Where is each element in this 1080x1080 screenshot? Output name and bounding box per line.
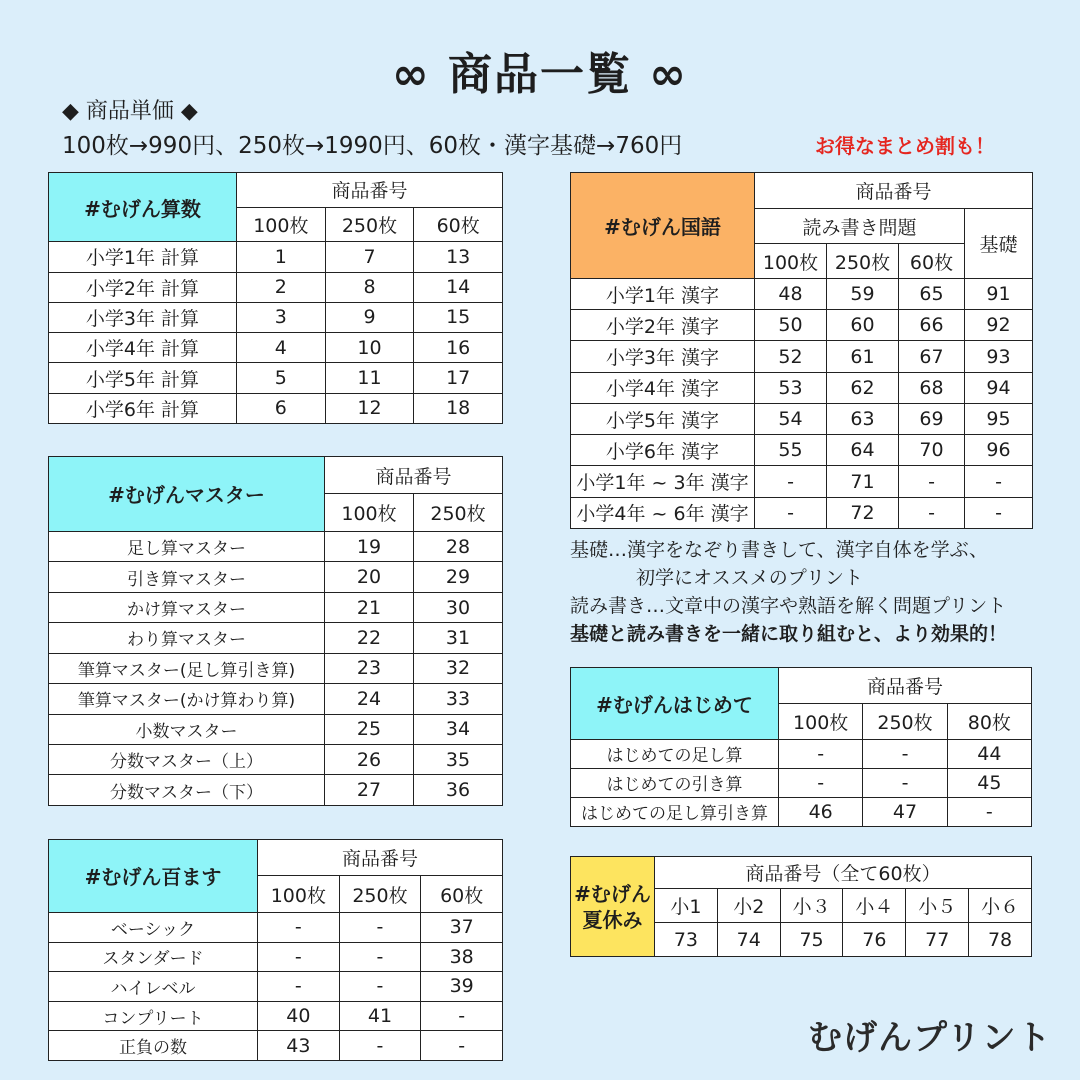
table-row: [49, 242, 503, 272]
table-cell: 67: [899, 341, 965, 372]
page-title: ∞ 商品一覧 ∞: [392, 49, 688, 100]
note-line: 読み書き…文章中の漢字や熟語を解く問題プリント: [570, 595, 1007, 617]
table-cell: 9: [325, 302, 414, 332]
table-cell: 11: [325, 363, 414, 393]
row-label: わり算マスター: [49, 623, 325, 653]
row-label: 小学3年 漢字: [571, 341, 755, 372]
table-cell: 60: [827, 310, 899, 341]
row-label: 小学5年 計算: [49, 363, 237, 393]
row-label: 小学6年 計算: [49, 393, 237, 423]
master-body: [49, 531, 503, 805]
table-cell: 50: [755, 310, 827, 341]
hajimete-group-header: 商品番号: [779, 668, 1032, 704]
table-row: [49, 393, 503, 423]
table-row: [571, 739, 1032, 768]
row-label: コンプリート: [49, 1001, 258, 1031]
table-cell: -: [421, 1001, 503, 1031]
table-cell: 29: [414, 562, 503, 592]
table-cell: 13: [414, 242, 503, 272]
note-line: 初学にオススメのプリント: [636, 567, 864, 589]
table-cell: 15: [414, 302, 503, 332]
table-cell: 12: [325, 393, 414, 423]
math-table-title: #むげん算数: [49, 173, 237, 242]
table-cell: 69: [899, 403, 965, 434]
table-cell: -: [339, 942, 421, 972]
table-cell: 8: [325, 272, 414, 302]
table-cell: 18: [414, 393, 503, 423]
note-emphasis: 基礎と読み書きを一緒に取り組むと、より効果的！: [570, 623, 1008, 645]
table-cell: 43: [258, 1031, 340, 1061]
table-cell: -: [339, 972, 421, 1002]
table-cell: -: [339, 912, 421, 942]
table-cell: 59: [827, 279, 899, 310]
row-label: 小学2年 計算: [49, 272, 237, 302]
table-row: [571, 341, 1033, 372]
table-cell: 44: [947, 739, 1031, 768]
row-label: 小学4年 計算: [49, 333, 237, 363]
table-cell: 26: [325, 745, 414, 775]
kokugo-subgroup-header: 読み書き問題: [755, 208, 965, 244]
column-header: 小1: [655, 889, 718, 923]
table-row: [49, 592, 503, 622]
table-row: [49, 531, 503, 561]
table-cell: 10: [325, 333, 414, 363]
row-label: ベーシック: [49, 912, 258, 942]
table-cell: -: [965, 497, 1033, 528]
math-group-header: 商品番号: [237, 173, 503, 208]
table-cell: 28: [414, 531, 503, 561]
table-cell: 17: [414, 363, 503, 393]
row-label: 引き算マスター: [49, 562, 325, 592]
table-cell: 31: [414, 623, 503, 653]
table-cell: 16: [414, 333, 503, 363]
table-cell: 55: [755, 435, 827, 466]
column-header: 250枚: [827, 244, 899, 279]
table-row: [49, 363, 503, 393]
kokugo-table: [570, 172, 1033, 529]
column-header: 100枚: [237, 207, 326, 242]
table-cell: 14: [414, 272, 503, 302]
table-cell: 36: [414, 775, 503, 806]
table-row: [49, 972, 503, 1002]
row-label: はじめての足し算引き算: [571, 797, 779, 826]
master-table: [48, 456, 503, 806]
table-row: [49, 912, 503, 942]
kokugo-notes: [570, 536, 1007, 648]
table-cell: -: [899, 466, 965, 497]
column-header: 小５: [906, 889, 969, 923]
hyakumasu-body: [49, 912, 503, 1060]
table-cell: 46: [779, 797, 863, 826]
table-cell: 66: [899, 310, 965, 341]
table-cell: 7: [325, 242, 414, 272]
brand-logo: むげんプリント: [808, 1018, 1052, 1058]
column-header: 250枚: [325, 207, 414, 242]
table-cell: -: [339, 1031, 421, 1061]
table-cell: 32: [414, 653, 503, 683]
table-cell: 27: [325, 775, 414, 806]
table-cell: 45: [947, 768, 1031, 797]
table-cell: 92: [965, 310, 1033, 341]
table-cell: 41: [339, 1001, 421, 1031]
row-label: 足し算マスター: [49, 531, 325, 561]
table-cell: 73: [655, 923, 718, 957]
row-label: 小学1年 ~ 3年 漢字: [571, 466, 755, 497]
table-cell: -: [947, 797, 1031, 826]
table-cell: -: [779, 739, 863, 768]
table-cell: 91: [965, 279, 1033, 310]
table-row: [571, 435, 1033, 466]
row-label: はじめての足し算: [571, 739, 779, 768]
row-label: 小学1年 計算: [49, 242, 237, 272]
table-cell: 72: [827, 497, 899, 528]
table-cell: 71: [827, 466, 899, 497]
table-cell: 6: [237, 393, 326, 423]
table-row: [571, 497, 1033, 528]
table-cell: -: [258, 912, 340, 942]
column-header: 250枚: [414, 494, 503, 531]
table-cell: 30: [414, 592, 503, 622]
row-label: 正負の数: [49, 1031, 258, 1061]
table-cell: 64: [827, 435, 899, 466]
column-header: 60枚: [414, 207, 503, 242]
hyakumasu-group-header: 商品番号: [258, 840, 503, 876]
math-table: [48, 172, 503, 424]
table-cell: 94: [965, 372, 1033, 403]
table-row: [571, 372, 1033, 403]
row-label: 筆算マスター(足し算引き算): [49, 653, 325, 683]
table-cell: 38: [421, 942, 503, 972]
table-cell: 75: [780, 923, 843, 957]
row-label: 小学2年 漢字: [571, 310, 755, 341]
column-header: 250枚: [339, 876, 421, 912]
table-cell: 70: [899, 435, 965, 466]
column-header: 80枚: [947, 703, 1031, 739]
table-cell: 62: [827, 372, 899, 403]
table-cell: 33: [414, 684, 503, 714]
table-cell: 21: [325, 592, 414, 622]
price-heading: ◆ 商品単価 ◆: [62, 99, 198, 124]
table-cell: 54: [755, 403, 827, 434]
row-label: 小学3年 計算: [49, 302, 237, 332]
table-cell: 74: [717, 923, 780, 957]
table-cell: 65: [899, 279, 965, 310]
promo-text: お得なまとめ割も！: [815, 134, 995, 158]
table-cell: 52: [755, 341, 827, 372]
table-row: [49, 272, 503, 302]
summer-group-header: 商品番号（全て60枚）: [655, 857, 1032, 889]
summer-table: [570, 856, 1032, 957]
table-cell: 23: [325, 653, 414, 683]
master-table-title: #むげんマスター: [49, 457, 325, 532]
table-cell: 48: [755, 279, 827, 310]
column-header: 60枚: [421, 876, 503, 912]
hyakumasu-table: [48, 839, 503, 1061]
table-row: [571, 466, 1033, 497]
table-cell: -: [258, 942, 340, 972]
table-cell: 77: [906, 923, 969, 957]
table-cell: 63: [827, 403, 899, 434]
row-label: かけ算マスター: [49, 592, 325, 622]
hyakumasu-table-title: #むげん百ます: [49, 840, 258, 913]
table-row: [49, 653, 503, 683]
table-row: [49, 1031, 503, 1061]
hajimete-table-title: #むげんはじめて: [571, 668, 779, 740]
table-cell: -: [863, 768, 947, 797]
row-label: 小学5年 漢字: [571, 403, 755, 434]
table-cell: -: [755, 466, 827, 497]
kokugo-body: [571, 279, 1033, 529]
table-cell: 4: [237, 333, 326, 363]
table-cell: -: [755, 497, 827, 528]
table-cell: 39: [421, 972, 503, 1002]
row-label: スタンダード: [49, 942, 258, 972]
table-cell: 22: [325, 623, 414, 653]
table-row: [49, 562, 503, 592]
table-row: [571, 768, 1032, 797]
hajimete-table: [570, 667, 1032, 827]
table-cell: 34: [414, 714, 503, 744]
table-row: [49, 623, 503, 653]
table-row: [571, 403, 1033, 434]
table-cell: 19: [325, 531, 414, 561]
table-row: [49, 684, 503, 714]
column-header: 100枚: [325, 494, 414, 531]
column-header: 250枚: [863, 703, 947, 739]
table-cell: -: [899, 497, 965, 528]
kokugo-group-header: 商品番号: [755, 173, 1033, 209]
master-group-header: 商品番号: [325, 457, 503, 494]
table-row: [49, 333, 503, 363]
column-header: 100枚: [258, 876, 340, 912]
table-cell: -: [258, 972, 340, 1002]
table-cell: 2: [237, 272, 326, 302]
table-cell: 96: [965, 435, 1033, 466]
column-header: 小４: [843, 889, 906, 923]
table-cell: 3: [237, 302, 326, 332]
row-label: 小学1年 漢字: [571, 279, 755, 310]
table-cell: -: [863, 739, 947, 768]
table-cell: 68: [899, 372, 965, 403]
row-label: 分数マスター（上）: [49, 745, 325, 775]
table-cell: 20: [325, 562, 414, 592]
table-cell: 78: [969, 923, 1032, 957]
table-cell: 25: [325, 714, 414, 744]
summer-table-title: [571, 857, 655, 957]
column-header: 小2: [717, 889, 780, 923]
row-label: ハイレベル: [49, 972, 258, 1002]
table-cell: 76: [843, 923, 906, 957]
table-cell: 95: [965, 403, 1033, 434]
kokugo-table-title: #むげん国語: [571, 173, 755, 279]
column-header: 小３: [780, 889, 843, 923]
row-label: 小学6年 漢字: [571, 435, 755, 466]
table-cell: 93: [965, 341, 1033, 372]
table-cell: 61: [827, 341, 899, 372]
kokugo-kiso-header: 基礎: [965, 208, 1033, 278]
math-body: [49, 242, 503, 424]
price-line: 100枚→990円、250枚→1990円、60枚・漢字基礎→760円: [62, 133, 683, 159]
table-row: [49, 714, 503, 744]
table-row: [571, 279, 1033, 310]
row-label: 筆算マスター(かけ算わり算): [49, 684, 325, 714]
note-line: 基礎…漢字をなぞり書きして、漢字自体を学ぶ、: [570, 539, 989, 561]
table-cell: 47: [863, 797, 947, 826]
table-row: [49, 1001, 503, 1031]
column-header: 100枚: [755, 244, 827, 279]
column-header: 小６: [969, 889, 1032, 923]
table-cell: -: [965, 466, 1033, 497]
table-cell: -: [421, 1031, 503, 1061]
table-row: [571, 310, 1033, 341]
table-cell: 40: [258, 1001, 340, 1031]
row-label: 小学4年 漢字: [571, 372, 755, 403]
column-header: 60枚: [899, 244, 965, 279]
table-row: [49, 942, 503, 972]
table-cell: 35: [414, 745, 503, 775]
table-row: [49, 302, 503, 332]
summer-title-line: #むげん: [574, 881, 651, 906]
table-cell: 53: [755, 372, 827, 403]
summer-title-line: 夏休み: [582, 907, 643, 932]
table-cell: -: [779, 768, 863, 797]
table-row: [49, 745, 503, 775]
table-cell: 1: [237, 242, 326, 272]
table-cell: 37: [421, 912, 503, 942]
table-row: [571, 797, 1032, 826]
hajimete-body: [571, 739, 1032, 826]
table-row: [49, 775, 503, 806]
row-label: 小学4年 ~ 6年 漢字: [571, 497, 755, 528]
column-header: 100枚: [779, 703, 863, 739]
table-cell: 24: [325, 684, 414, 714]
row-label: はじめての引き算: [571, 768, 779, 797]
row-label: 分数マスター（下）: [49, 775, 325, 806]
row-label: 小数マスター: [49, 714, 325, 744]
table-cell: 5: [237, 363, 326, 393]
